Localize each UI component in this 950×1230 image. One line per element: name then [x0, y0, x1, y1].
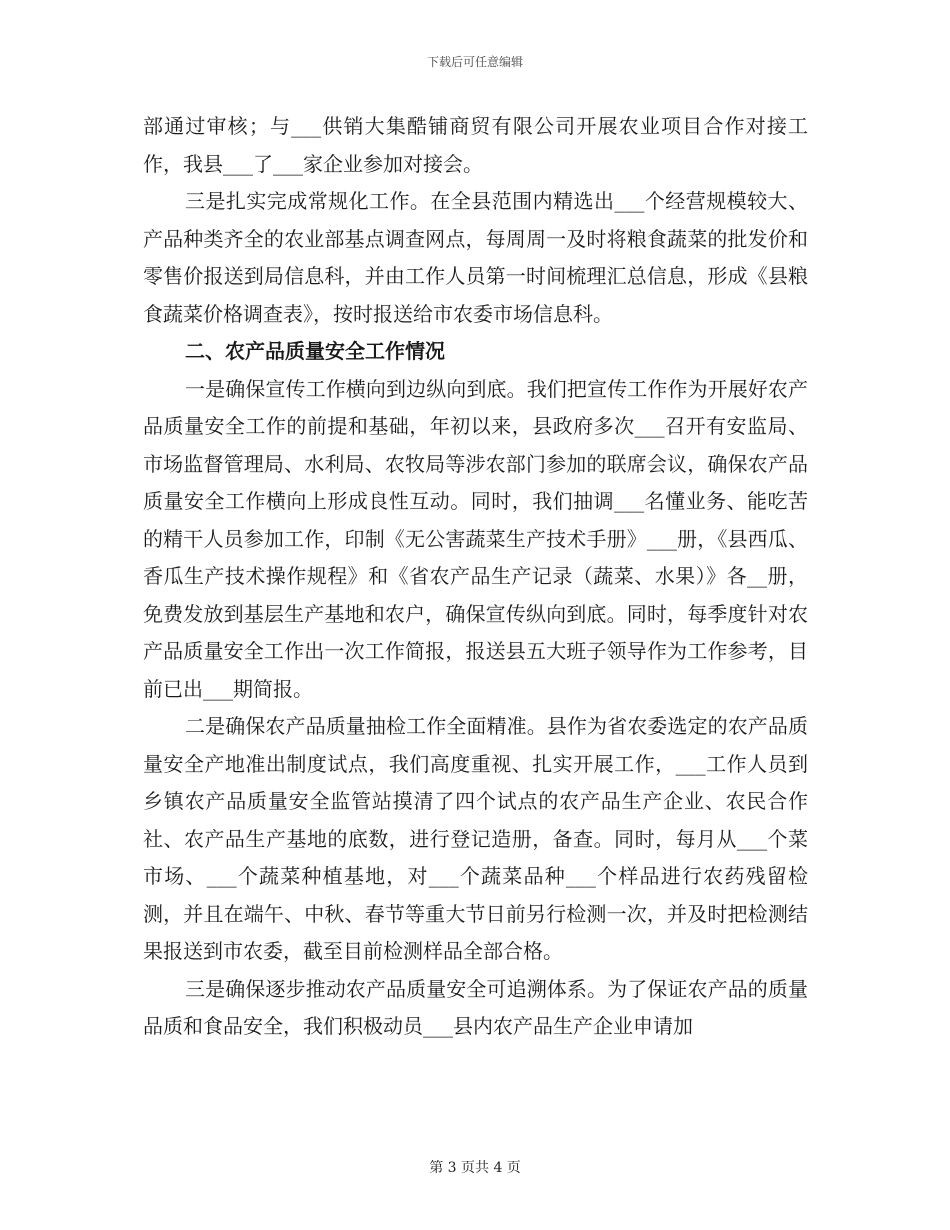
paragraph-continuation: 部通过审核；与___供销大集酷铺商贸有限公司开展农业项目合作对接工作，我县___了___家企业参加对接会。 — [143, 114, 808, 176]
page-header: 下载后可任意编辑 — [426, 55, 523, 69]
paragraph-routine-work: 三是扎实完成常规化工作。在全县范围内精选出___个经营规模较大、产品种类齐全的农业部基点调查网点，每周周一及时将粮食蔬菜的批发价和零售价报送到局信息科，并由工作人员第一时间梳理汇总信息，形成《县粮食蔬菜价格调查表》，按时报送给市农委市场信息科。 — [143, 189, 808, 326]
paragraph-publicity: 一是确保宣传工作横向到边纵向到底。我们把宣传工作作为开展好农产品质量安全工作的前提和基础，年初以来，县政府多次___召开有安监局、市场监督管理局、水利局、农牧局等涉农部门参加的联席会议，确保农产品质量安全工作横向上形成良性互动。同时，我们抽调___名懂业务、能吃苦的精干人员参加工作，印制《无公害蔬菜生产技术手册》___册，《县西瓜、香瓜生产技术操作规程》和《省农产品生产记录（蔬菜、水果）》各__册，免费发放到基层生产基地和农户，确保宣传纵向到底。同时，每季度针对农产品质量安全工作出一次工作简报，报送县五大班子领导作为工作参考，目前已出___期简报。 — [143, 376, 808, 701]
paragraph-traceability: 三是确保逐步推动农产品质量安全可追溯体系。为了保证农产品的质量品质和食品安全，我们积极动员___县内农产品生产企业申请加 — [143, 976, 808, 1038]
section-heading: 二、农产品质量安全工作情况 — [185, 339, 445, 363]
page-footer: 第 3 页共 4 页 — [429, 1160, 521, 1176]
document-body — [143, 108, 808, 1046]
paragraph-sampling: 二是确保农产品质量抽检工作全面精准。县作为省农委选定的农产品质量安全产地准出制度试点，我们高度重视、扎实开展工作，___工作人员到乡镇农产品质量安全监管站摸清了四个试点的农产品生产企业、农民合作社、农产品生产基地的底数，进行登记造册，备查。同时，每月从___个菜市场、___个蔬菜种植基地，对___个蔬菜品种___个样品进行农药残留检测，并且在端午、中秋、春节等重大节日前另行检测一次，并及时把检测结果报送到市农委，截至目前检测样品全部合格。 — [143, 714, 808, 963]
